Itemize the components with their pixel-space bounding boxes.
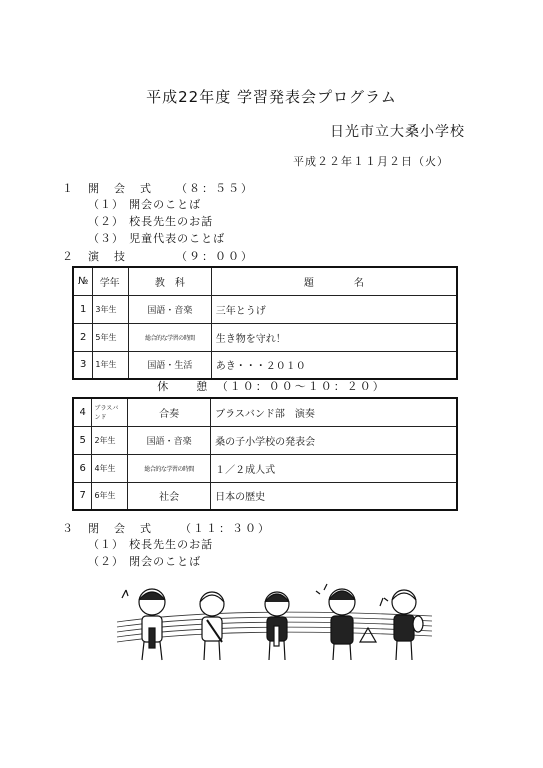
child-with-flute-icon (200, 592, 224, 660)
opening-time: （８：５５） (176, 182, 254, 195)
row-subject: 合奏 (128, 398, 211, 426)
school-name: 日光市立大桑小学校 (330, 124, 465, 140)
event-date: 平成２２年１１月２日（火） (293, 155, 449, 168)
row-subject: 総合的な学習の時間 (128, 323, 211, 351)
opening-number: １ (62, 182, 75, 195)
row-subject: 国語・音楽 (128, 295, 211, 323)
children-music-illustration (112, 580, 442, 670)
row-grade: 4年生 (92, 454, 128, 482)
list-item (88, 229, 225, 246)
row-no: 5 (73, 426, 92, 454)
row-no: 3 (73, 351, 93, 379)
row-grade: 2年生 (92, 426, 128, 454)
list-item (88, 552, 213, 569)
child-with-violin-icon (380, 590, 423, 660)
row-no: 6 (73, 454, 92, 482)
item-number: （３） (88, 232, 124, 245)
row-title: あき・・・２０１０ (211, 351, 457, 379)
row-title: １／２成人式 (211, 454, 457, 482)
row-title: 日本の歴史 (211, 482, 457, 510)
list-item (88, 212, 225, 229)
row-no: 1 (73, 295, 93, 323)
program-table-morning (72, 266, 458, 380)
row-title: 三年とうげ (211, 295, 457, 323)
row-title: ブラスバンド部 演奏 (211, 398, 457, 426)
opening-list (88, 195, 225, 246)
row-subject: 社会 (128, 482, 211, 510)
closing-time: （１１：３０） (180, 522, 271, 535)
row-grade: 1年生 (93, 351, 129, 379)
page-title: 平成22年度 学習発表会プログラム (146, 88, 397, 106)
col-subject-header: 教 科 (128, 267, 211, 295)
row-grade: 6年生 (92, 482, 128, 510)
list-item (88, 535, 213, 552)
item-number: （２） (88, 215, 124, 228)
item-text: 開会のことば (129, 198, 202, 211)
row-grade: ブラスバンド (92, 398, 128, 426)
item-text: 児童代表のことば (129, 232, 226, 245)
row-title: 桑の子小学校の発表会 (211, 426, 457, 454)
row-no: 7 (73, 482, 92, 510)
table-row (73, 482, 457, 510)
opening-heading: 開 会 式 (88, 182, 153, 195)
item-text: 校長先生のお話 (129, 215, 214, 228)
program-table-afternoon (72, 397, 458, 511)
performances-number: ２ (62, 250, 75, 263)
item-number: （１） (88, 198, 124, 211)
closing-number: ３ (62, 522, 75, 535)
child-with-recorder-icon (265, 592, 289, 660)
row-subject: 国語・生活 (128, 351, 211, 379)
performances-time: （９：００） (176, 250, 254, 263)
row-grade: 3年生 (93, 295, 129, 323)
closing-list (88, 535, 213, 569)
list-item (88, 195, 225, 212)
child-with-recorder-icon (122, 589, 165, 660)
table-row (73, 398, 457, 426)
row-no: 4 (73, 398, 92, 426)
col-grade-header: 学年 (93, 267, 129, 295)
table-row (73, 426, 457, 454)
closing-heading: 閉 会 式 (88, 522, 153, 535)
table-row (73, 351, 457, 379)
row-title: 生き物を守れ！ (211, 323, 457, 351)
table-header-row (73, 267, 457, 295)
performances-heading: 演 技 (88, 250, 127, 263)
row-grade: 5年生 (93, 323, 129, 351)
table-row (73, 295, 457, 323)
col-title-header: 題 名 (211, 267, 457, 295)
item-number: （２） (88, 555, 124, 568)
row-no: 2 (73, 323, 93, 351)
break-label: 休 憩 （１０：００〜１０：２０） (157, 380, 386, 393)
item-text: 校長先生のお話 (129, 538, 214, 551)
table-row (73, 323, 457, 351)
col-no-header: № (73, 267, 93, 295)
item-text: 閉会のことば (129, 555, 202, 568)
item-number: （１） (88, 538, 124, 551)
row-subject: 総合的な学習の時間 (128, 454, 211, 482)
row-subject: 国語・音楽 (128, 426, 211, 454)
table-row (73, 454, 457, 482)
